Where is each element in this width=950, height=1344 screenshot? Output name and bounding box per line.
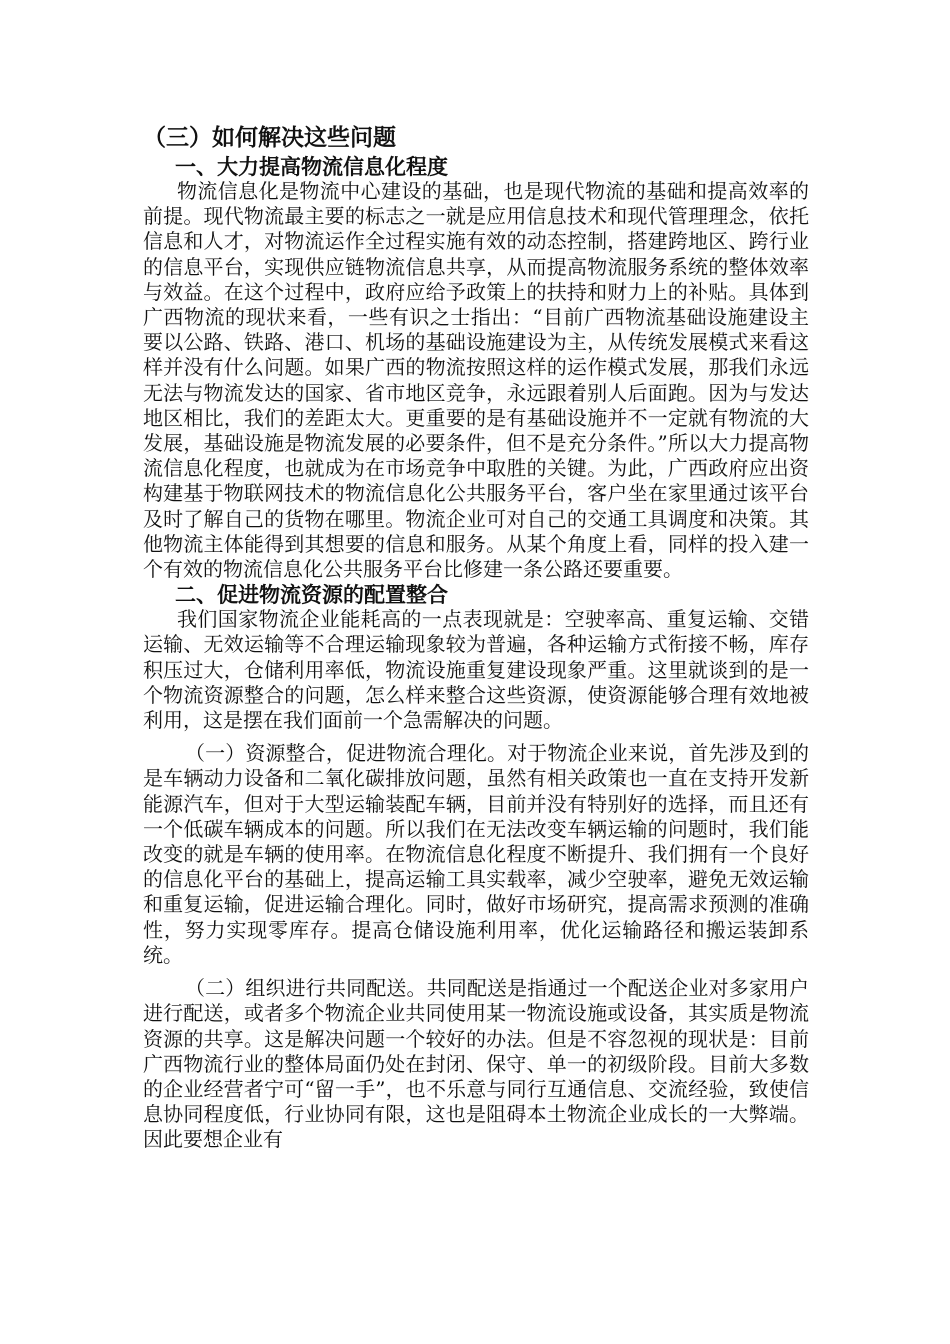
document-page — [143, 122, 809, 1153]
paragraph-3: （一）资源整合，促进物流合理化。对于物流企业来说，首先涉及到的是车辆动力设备和二氧化碳排放问题，虽然有相关政策也一直在支持开发新能源汽车，但对于大型运输装配车辆，目前并没有特别好的选择，而且还有一个低碳车辆成本的问题。所以我们在无法改变车辆运输的问题时，我们能改变的就是车辆的使用率。在物流信息化程度不断提升、我们拥有一个良好的信息化平台的基础上，提高运输工具实载率，减少空驶率，避免无效运输和重复运输，促进运输合理化。同时，做好市场研究，提高需求预测的准确性，努力实现零库存。提高仓储设施利用率，优化运输路径和搬运装卸系统。 — [143, 741, 809, 967]
subsection-title-2: 二、促进物流资源的配置整合 — [175, 582, 448, 608]
paragraph-2: 我们国家物流企业能耗高的一点表现就是：空驶率高、重复运输、交错运输、无效运输等不合理运输现象较为普遍，各种运输方式衔接不畅，库存积压过大，仓储利用率低，物流设施重复建设现象严重。这里就谈到的是一个物流资源整合的问题，怎么样来整合这些资源，使资源能够合理有效地被利用，这是摆在我们面前一个急需解决的问题。 — [143, 607, 809, 733]
subsection-title-1: 一、大力提高物流信息化程度 — [175, 154, 448, 179]
paragraph-1: 物流信息化是物流中心建设的基础，也是现代物流的基础和提高效率的前提。现代物流最主要的标志之一就是应用信息技术和现代管理理念，依托信息和人才，对物流运作全过程实施有效的动态控制，搭建跨地区、跨行业的信息平台，实现供应链物流信息共享，从而提高物流服务系统的整体效率与效益。在这个过程中，政府应给予政策上的扶持和财力上的补贴。具体到广西物流的现状来看，一些有识之士指出：“目前广西物流基础设施建设主要以公路、铁路、港口、机场的基础设施建设为主，从传统发展模式来看这样并没有什么问题。如果广西的物流按照这样的运作模式发展，那我们永远无法与物流发达的国家、省市地区竞争，永远跟着别人后面跑。因为与发达地区相比，我们的差距太大。更重要的是有基础设施并不一定就有物流的大发展，基础设施是物流发展的必要条件，但不是充分条件。”所以大力提高物流信息化程度，也就成为在市场竞争中取胜的关键。为此，广西政府应出资构建基于物联网技术的物流信息化公共服务平台，客户坐在家里通过该平台及时了解自己的货物在哪里。物流企业可对自己的交通工具调度和决策。其他物流主体能得到其想要的信息和服务。从某个角度上看，同样的投入建一个有效的物流信息化公共服务平台比修建一条公路还要重要。 — [143, 179, 809, 582]
section-title: （三）如何解决这些问题 — [143, 124, 396, 151]
paragraph-4: （二）组织进行共同配送。共同配送是指通过一个配送企业对多家用户进行配送，或者多个物流企业共同使用某一物流设施或设备，其实质是物流资源的共享。这是解决问题一个较好的办法。但是不容忽视的现状是：目前广西物流行业的整体局面仍处在封闭、保守、单一的初级阶段。目前大多数的企业经营者宁可“留一手”，也不乐意与同行互通信息、交流经验，致使信息协同程度低，行业协同有限，这也是阻碍本土物流企业成长的一大弊端。因此要想企业有 — [143, 976, 809, 1152]
